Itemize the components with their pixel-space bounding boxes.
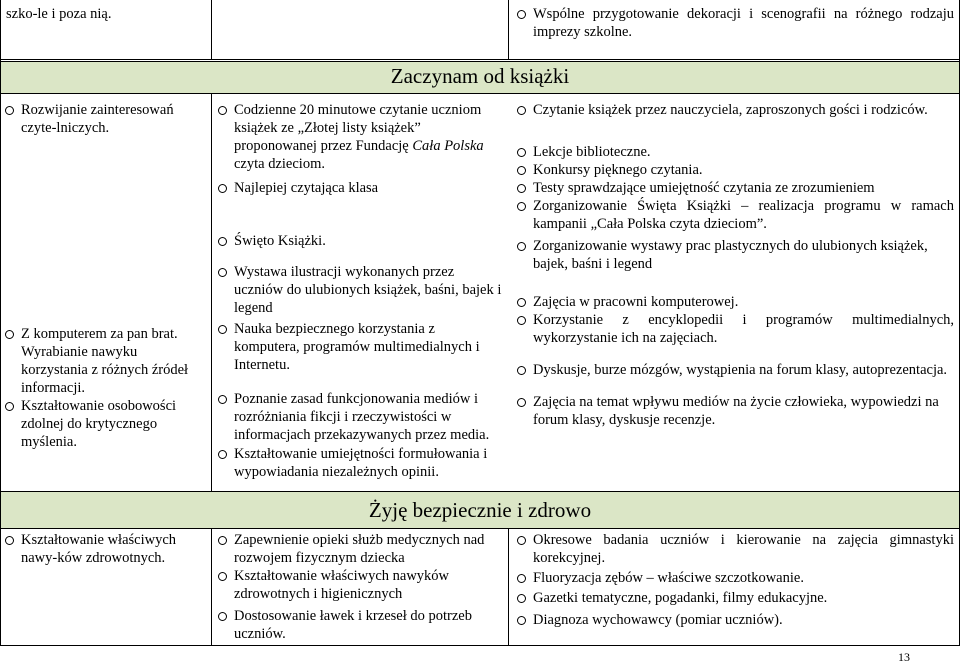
list-item: Fluoryzacja zębów – właściwe szczotkowanie. — [517, 569, 954, 587]
list-item: Gazetki tematyczne, pogadanki, filmy edukacyjne. — [517, 589, 954, 607]
section-title-1: Zaczynam od książki — [390, 64, 570, 88]
s1-col1b — [5, 325, 203, 451]
list-item: Wystawa ilustracji wykonanych przez uczniów do ulubionych książek, baśni, bajek i legend — [218, 263, 504, 317]
list-item: Okresowe badania uczniów i kierowanie na zajęcia gimnastyki korekcyjnej. — [517, 531, 954, 567]
list-item: Konkursy pięknego czytania. — [517, 161, 954, 179]
top-col3 — [517, 5, 954, 41]
list-item: Diagnoza wychowawcy (pomiar uczniów). — [517, 611, 954, 629]
s2-col3 — [517, 531, 954, 629]
list-item: Korzystanie z encyklopedii i programów multimedialnych, wykorzystanie ich na zajęciach. — [517, 311, 954, 347]
list-item: Z komputerem za pan brat. Wyrabianie nawyku korzystania z różnych źródeł informacji. — [5, 325, 203, 397]
list-item: Zajęcia na temat wpływu mediów na życie człowieka, wypowiedzi na forum klasy, dyskusje recenzje. — [517, 393, 954, 429]
s2-col1 — [5, 531, 203, 567]
list-item: Codzienne 20 minutowe czytanie uczniom książek ze „Złotej listy książek” proponowanej przez Fundację Cała Polska czyta dzieciom. — [218, 101, 504, 173]
list-item: Wspólne przygotowanie dekoracji i scenografii na różnego rodzaju imprezy szkolne. — [517, 5, 954, 41]
page-number: 13 — [898, 650, 910, 664]
list-item: Zorganizowanie wystawy prac plastycznych do ulubionych książek, bajek, baśni i legend — [517, 237, 954, 273]
list-item: Dostosowanie ławek i krzeseł do potrzeb uczniów. — [218, 607, 504, 643]
section-title-2: Żyję bezpiecznie i zdrowo — [368, 498, 592, 522]
list-item: Zapewnienie opieki służb medycznych nad rozwojem fizycznym dziecka — [218, 531, 504, 567]
list-item: Zajęcia w pracowni komputerowej. — [517, 293, 954, 311]
list-item: Testy sprawdzające umiejętność czytania ze zrozumieniem — [517, 179, 954, 197]
list-item: Kształtowanie właściwych nawy-ków zdrowotnych. — [5, 531, 203, 567]
list-item: Święto Książki. — [218, 232, 504, 250]
list-item: Zorganizowanie Święta Książki – realizacja programu w ramach kampanii „Cała Polska czyta dzieciom”. — [517, 197, 954, 233]
s1-col2 — [218, 101, 504, 481]
s2-col2 — [218, 531, 504, 643]
list-item: Lekcje biblioteczne. — [517, 143, 954, 161]
list-item: Dyskusje, burze mózgów, wystąpienia na forum klasy, autoprezentacja. — [517, 361, 954, 379]
list-item: Kształtowanie umiejętności formułowania i wypowiadania niezależnych opinii. — [218, 445, 504, 481]
list-item: Kształtowanie osobowości zdolnej do krytycznego myślenia. — [5, 397, 203, 451]
top-col1-fragment: szko-le i poza nią. — [6, 6, 112, 22]
list-item: Poznanie zasad funkcjonowania mediów i rozróżniania fikcji i rzeczywistości w informacjach przekazywanych przez media. — [218, 390, 504, 444]
list-item: Nauka bezpiecznego korzystania z komputera, programów multimedialnych i Internetu. — [218, 320, 504, 374]
list-item: Czytanie książek przez nauczyciela, zaproszonych gości i rodziców. — [517, 101, 954, 119]
list-item: Rozwijanie zainteresowań czyte-lniczych. — [5, 101, 203, 137]
s1-col1a — [5, 101, 203, 137]
list-item: Kształtowanie właściwych nawyków zdrowotnych i higienicznych — [218, 567, 504, 603]
s1-col3 — [517, 101, 954, 429]
top-col1-text — [6, 5, 206, 23]
list-item: Najlepiej czytająca klasa — [218, 179, 504, 197]
